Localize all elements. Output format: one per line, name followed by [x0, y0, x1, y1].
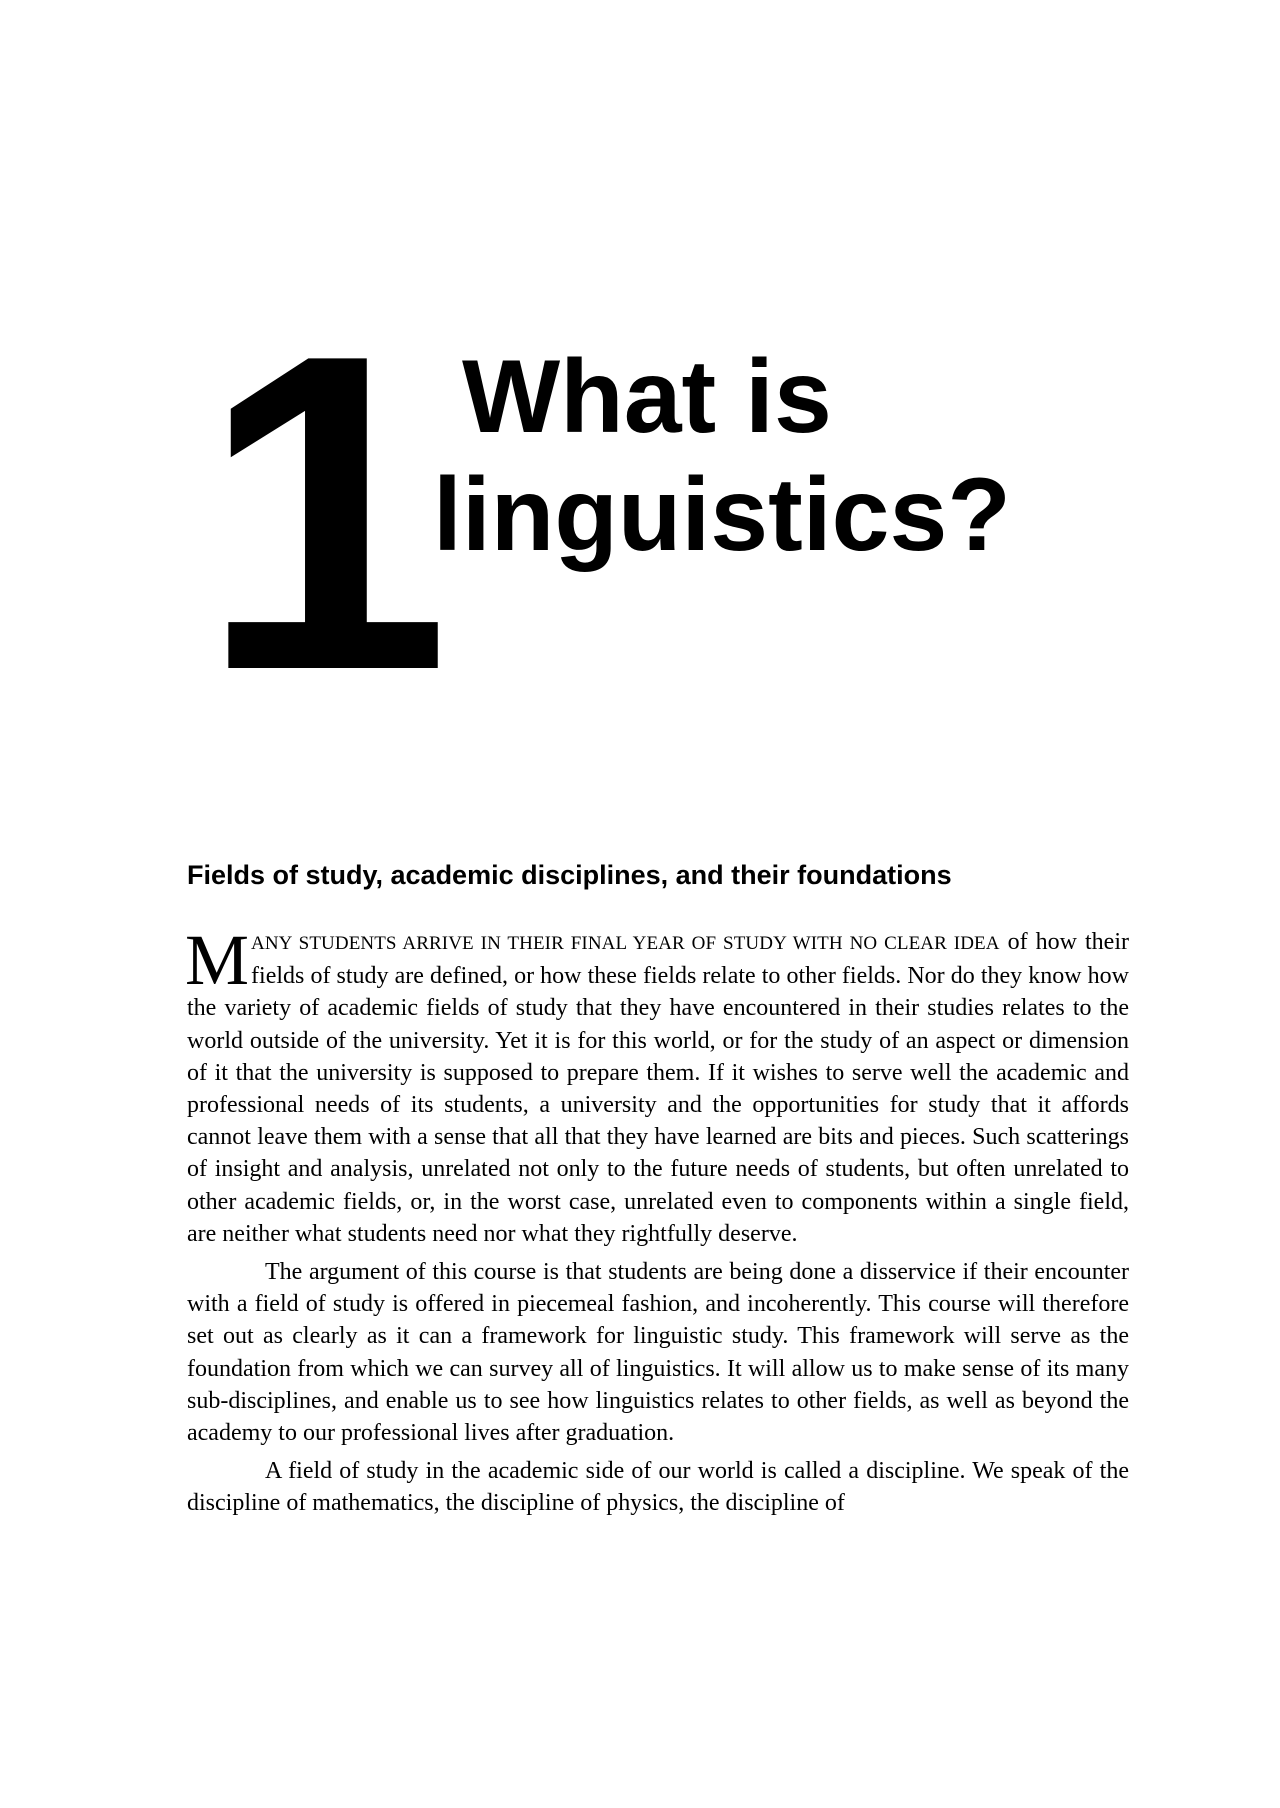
drop-cap: M	[185, 920, 250, 1000]
chapter-title-line-1: What is	[462, 339, 832, 455]
body-text	[185, 920, 1129, 1526]
paragraph-1	[185, 920, 1129, 1250]
chapter-title	[433, 338, 1133, 574]
paragraph-1-smallcaps-lead: ANY STUDENTS ARRIVE IN THEIR FINAL YEAR OF STUDY WITH NO CLEAR IDEA	[251, 933, 1000, 954]
section-heading: Fields of study, academic disciplines, and their foundations	[187, 860, 952, 890]
paragraph-3: A field of study in the academic side of our world is called a discipline. We speak of the discipline of mathematics, the discipline of physics, the discipline of	[187, 1458, 1129, 1517]
paragraph-1-text: of how their fields of study are defined, or how these fields relate to other fields. Nor do they know how the variety of academic fields of study that they have encountered in their studies relates to the world outside of the university. Yet it is for this world, or for the study of an aspect or dimension of it that the university is supposed to prepare them. If it wishes to serve well the academic and professional needs of its students, a university and the opportunities for study that it affords cannot leave them with a sense that all that they have learned are bits and pieces. Such scatterings of insight and analysis, unrelated not only to the future needs of students, but often unrelated to other academic fields, or, in the worst case, unrelated even to components within a single field, are neither what students need nor what they rightfully deserve.	[187, 929, 1129, 1247]
chapter-number: 1	[200, 262, 441, 764]
paragraph-2: The argument of this course is that students are being done a disservice if their encounter with a field of study is offered in piecemeal fashion, and incoherently. This course will therefore set out as clearly as it can a framework for linguistic study. This framework will serve as the foundation from which we can survey all of linguistics. It will allow us to make sense of its many sub-disciplines, and enable us to see how linguistics relates to other fields, as well as beyond the academy to our professional lives after graduation.	[187, 1259, 1129, 1447]
chapter-title-line-2: linguistics?	[433, 457, 1011, 573]
